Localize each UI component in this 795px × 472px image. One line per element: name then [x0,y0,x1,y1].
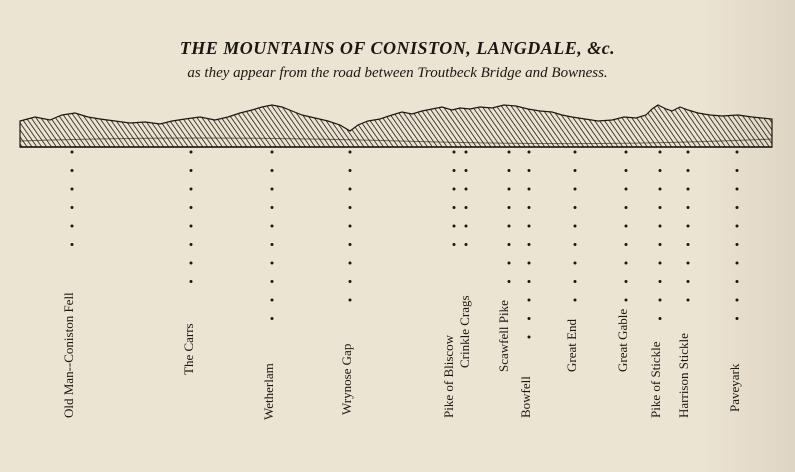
dot-leader-5 [465,188,468,191]
dot-leader-7 [528,225,531,228]
dot-leader-0 [71,151,74,154]
dot-leader-5 [465,151,468,154]
dot-leader-0 [71,169,74,172]
dot-leader-3 [349,188,352,191]
dot-leader-6 [508,188,511,191]
dot-leader-7 [528,169,531,172]
dot-leader-8 [574,151,577,154]
dot-leader-6 [508,280,511,283]
dot-leader-10 [659,206,662,209]
dot-leader-6 [508,225,511,228]
dot-leader-7 [528,317,531,320]
dot-leader-12 [736,317,739,320]
dot-leader-7 [528,188,531,191]
dot-leader-1 [190,225,193,228]
dot-leader-3 [349,206,352,209]
dot-leader-12 [736,280,739,283]
dot-leader-1 [190,243,193,246]
dot-leader-2 [271,317,274,320]
dot-leader-6 [508,206,511,209]
dot-leader-7 [528,262,531,265]
dot-leader-2 [271,262,274,265]
dot-leader-7 [528,336,531,339]
dot-leader-9 [625,151,628,154]
dot-leader-12 [736,206,739,209]
dot-leader-6 [508,169,511,172]
dot-leader-2 [271,206,274,209]
dot-leader-9 [625,299,628,302]
dot-leader-12 [736,262,739,265]
peak-label: Wetherlam [261,363,276,420]
dot-leader-11 [687,262,690,265]
peak-label: Bowfell [518,376,533,418]
page-title: THE MOUNTAINS OF CONISTON, LANGDALE, &c. [179,38,616,58]
dot-leader-0 [71,225,74,228]
dot-leader-2 [271,299,274,302]
dot-leader-12 [736,151,739,154]
dot-leader-9 [625,188,628,191]
dot-leader-4 [453,188,456,191]
dot-leader-4 [453,151,456,154]
peak-label: Crinkle Crags [457,295,472,368]
dot-leader-3 [349,280,352,283]
dot-leader-8 [574,188,577,191]
dot-leader-1 [190,188,193,191]
dot-leader-7 [528,243,531,246]
page-subtitle: as they appear from the road between Troutbeck Bridge and Bowness. [187,65,608,81]
dot-leader-3 [349,225,352,228]
peak-label: Pike of Bliscow [441,334,456,418]
dot-leader-9 [625,243,628,246]
dot-leader-7 [528,206,531,209]
dot-leader-0 [71,206,74,209]
peak-label: The Carrs [181,323,196,375]
dot-leader-8 [574,206,577,209]
dot-leader-3 [349,243,352,246]
dot-leader-2 [271,151,274,154]
dot-leader-8 [574,169,577,172]
dot-leader-7 [528,299,531,302]
dot-leader-3 [349,299,352,302]
dot-leader-12 [736,169,739,172]
dot-leader-10 [659,169,662,172]
dot-leader-8 [574,262,577,265]
dot-leader-11 [687,188,690,191]
dot-leader-10 [659,299,662,302]
peak-label: Paveyark [727,363,742,412]
dot-leader-9 [625,225,628,228]
dot-leader-11 [687,280,690,283]
dot-leader-0 [71,243,74,246]
dot-leader-10 [659,188,662,191]
dot-leader-3 [349,151,352,154]
dot-leader-9 [625,169,628,172]
dot-leader-9 [625,262,628,265]
dot-leader-4 [453,206,456,209]
dot-leader-12 [736,225,739,228]
dot-leader-5 [465,169,468,172]
dot-leader-12 [736,299,739,302]
dot-leader-2 [271,280,274,283]
dot-leader-4 [453,225,456,228]
peak-label: Scawfell Pike [496,300,511,372]
dot-leader-1 [190,280,193,283]
dot-leader-4 [453,169,456,172]
peak-label: Harrison Stickle [676,333,691,418]
dot-leader-2 [271,225,274,228]
dot-leader-11 [687,169,690,172]
dot-leader-9 [625,280,628,283]
dot-leader-6 [508,243,511,246]
dot-leader-12 [736,243,739,246]
dot-leader-6 [508,262,511,265]
peak-label: Pike of Stickle [648,341,663,418]
peak-label: Wrynose Gap [339,343,354,415]
dot-leader-10 [659,225,662,228]
peak-label: Old Man--Coniston Fell [61,292,76,418]
dot-leader-10 [659,151,662,154]
dot-leader-11 [687,243,690,246]
dot-leader-3 [349,262,352,265]
dot-leader-5 [465,225,468,228]
dot-leader-3 [349,169,352,172]
dot-leader-2 [271,188,274,191]
dot-leader-5 [465,206,468,209]
dot-leader-11 [687,151,690,154]
dot-leader-7 [528,151,531,154]
dot-leader-10 [659,243,662,246]
dot-leader-8 [574,243,577,246]
dot-leader-5 [465,243,468,246]
dot-leader-1 [190,151,193,154]
dot-leader-8 [574,225,577,228]
dot-leader-1 [190,169,193,172]
dot-leader-1 [190,206,193,209]
dot-leader-11 [687,206,690,209]
dot-leader-7 [528,280,531,283]
dot-leader-8 [574,280,577,283]
dot-leader-11 [687,299,690,302]
dot-leader-10 [659,317,662,320]
dot-leader-1 [190,262,193,265]
dot-leader-10 [659,262,662,265]
peak-label: Great End [564,318,579,372]
dot-leader-6 [508,151,511,154]
dot-leader-8 [574,299,577,302]
dot-leader-9 [625,206,628,209]
dot-leader-10 [659,280,662,283]
dot-leader-0 [71,188,74,191]
dot-leader-2 [271,243,274,246]
dot-leader-11 [687,225,690,228]
peak-label: Great Gable [615,308,630,372]
dot-leader-4 [453,243,456,246]
dot-leader-12 [736,188,739,191]
dot-leader-2 [271,169,274,172]
